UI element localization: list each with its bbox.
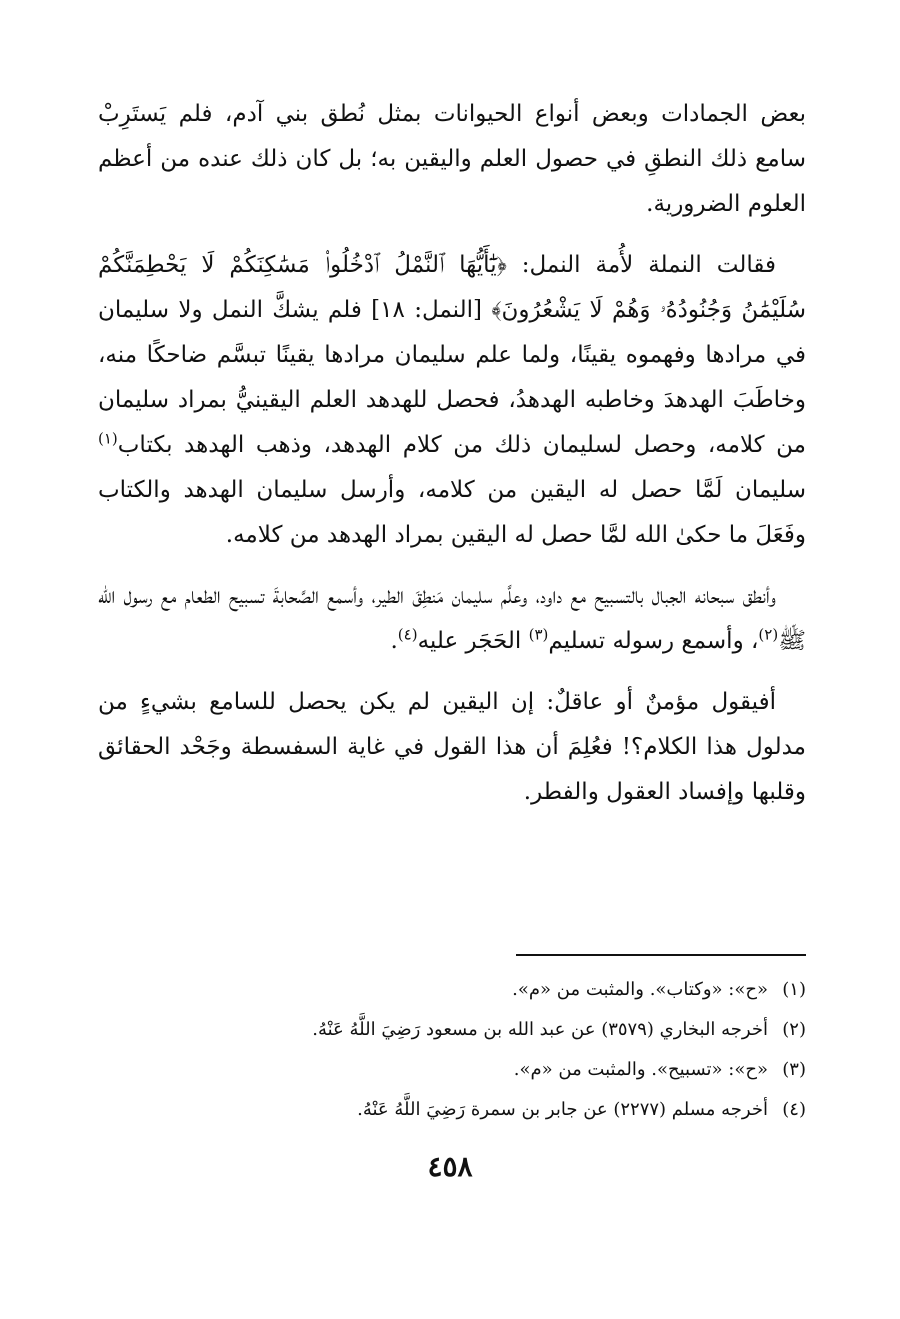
paragraph-3-mid: ، وأسمع رسوله تسليم (548, 628, 759, 654)
footnote-ref-4[interactable]: (٤) (397, 625, 418, 644)
footnote-number: (١) (782, 979, 806, 1000)
paragraph-4-text: أفيقول مؤمنٌ أو عاقلٌ: إن اليقين لم يكن يحصل للسامع بشيءٍ من مدلول هذا الكلام؟! فعُلِمَ أن هذا القول في غاية السفسطة وجَحْد الحقائق وقلبها وإفساد العقول والفطر. (98, 689, 806, 805)
footnote-number: (٣) (782, 1059, 806, 1080)
paragraph-1-text: بعض الجمادات وبعض أنواع الحيوانات بمثل نُطق بني آدم، فلم يَستَرِبْ سامع ذلك النطقِ في حصول العلم واليقين به؛ بل كان ذلك عنده من أعظم العلوم الضرورية. (98, 101, 806, 217)
page-number: ٤٥٨ (427, 1150, 473, 1183)
footnotes (98, 954, 806, 1130)
footnote-number: (٢) (782, 1019, 806, 1040)
paragraph-2 (98, 243, 806, 558)
footnote-2 (98, 1010, 806, 1050)
footnote-ref-2[interactable]: (٢) (758, 625, 779, 644)
main-text (98, 92, 806, 831)
paragraph-3-end: . (390, 628, 398, 654)
footnote-text: «ح»: «وكتاب». والمثبت من «م». (512, 979, 768, 1000)
paragraph-1 (98, 92, 806, 227)
paragraph-3 (98, 574, 806, 664)
paragraph-2-tail: سليمان لَمَّا حصل له اليقين من كلامه، وأرسل سليمان الهدهد والكتاب وفَعَلَ ما حكىٰ الله لمَّا حصل له اليقين بمراد الهدهد من كلامه. (98, 477, 806, 548)
paragraph-3-mid2: الحَجَر عليه (417, 628, 529, 654)
footnote-number: (٤) (782, 1099, 806, 1120)
footnote-text: «ح»: «تسبيح». والمثبت من «م». (513, 1059, 768, 1080)
footnote-text: أخرجه البخاري (٣٥٧٩) عن عبد الله بن مسعود رَضِيَ اللَّهُ عَنْهُ. (312, 1019, 768, 1040)
footnote-ref-1[interactable]: (١) (98, 429, 118, 448)
footnote-ref-3[interactable]: (٣) (528, 625, 549, 644)
footnote-text: أخرجه مسلم (٢٢٧٧) عن جابر بن سمرة رَضِيَ اللَّهُ عَنْهُ. (357, 1099, 768, 1120)
paragraph-2-text: فقالت النملة لأُمة النمل: ﴿يَٰٓأَيُّهَا ٱلنَّمْلُ ٱدْخُلُوا۟ مَسَٰكِنَكُمْ لَا يَحْطِمَنَّكُمْ سُلَيْمَٰنُ وَجُنُودُهُۥ وَهُمْ لَا يَشْعُرُونَ﴾ [النمل: ١٨] فلم يشكَّ النمل ولا سليمان في مرادها وفهموه يقينًا، ولما علم سليمان مرادها يقينًا تبسَّم ضاحكًا منه، وخاطَبَ الهدهدَ وخاطبه الهدهدُ، فحصل للهدهد العلم اليقينيُّ بمراد سليمان من كلامه، وحصل لسليمان ذلك من كلام الهدهد، وذهب الهدهد بكتاب (98, 252, 807, 458)
footnote-4 (98, 1090, 806, 1130)
footnote-1 (98, 970, 806, 1010)
paragraph-4 (98, 680, 806, 815)
footnote-3 (98, 1050, 806, 1090)
footnote-divider (516, 954, 806, 956)
paragraph-3-text: وأنطق سبحانه الجبال بالتسبيح مع داود، وعلَّم سليمان مَنطِقَ الطير، وأسمع الصَّحابةَ تسبيح الطعام مع رسول الله ﷺ (98, 583, 806, 654)
